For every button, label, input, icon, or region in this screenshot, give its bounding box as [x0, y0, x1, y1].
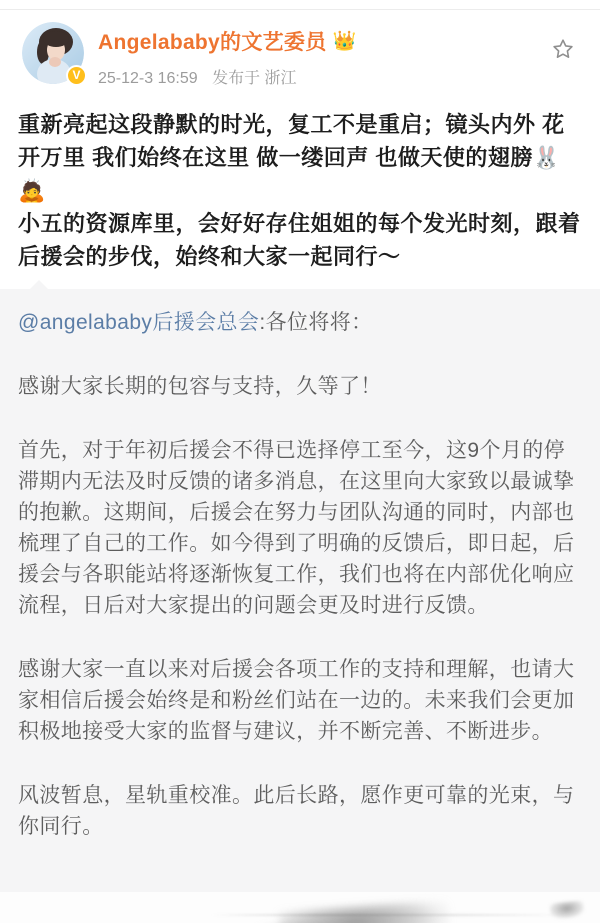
post-header [0, 10, 600, 94]
ink-smudge [549, 900, 584, 919]
post-paragraph: 重新亮起这段静默的时光，复工不是重启；镜头内外 花开万里 我们始终在这里 做一缕回声 也做天使的翅膀🐰🙇 [18, 112, 565, 203]
crown-icon: 👑 [332, 30, 357, 52]
quote-paragraph: 风波暂息，星轨重校准。此后长路，愿作更可靠的光束，与你同行。 [18, 784, 575, 838]
quoted-image-preview[interactable] [0, 892, 600, 923]
top-divider [0, 0, 600, 10]
quote-notch [30, 280, 48, 289]
ink-smudge [279, 900, 452, 923]
author-block [98, 22, 582, 88]
verified-badge-icon: V [66, 65, 87, 86]
quoted-post [0, 289, 600, 923]
star-icon [551, 37, 575, 61]
favorite-button[interactable] [546, 32, 580, 66]
mention-suffix: :各位将将： [259, 311, 373, 334]
post-text [0, 108, 600, 273]
quote-paragraph: 感谢大家长期的包容与支持，久等了！ [18, 375, 382, 398]
avatar[interactable] [22, 22, 84, 84]
publish-location: 发布于 浙江 [212, 70, 297, 87]
post-timestamp [98, 65, 582, 88]
author-name[interactable]: Angelababy的文艺委员 [98, 31, 327, 54]
quote-paragraph: 首先，对于年初后援会不得已选择停工至今，这9个月的停滞期内无法及时反馈的诸多消息，在这里向大家致以最诚挚的抱歉。这期间，后援会在努力与团队沟通的同时，内部也梳理了自己的工作。如今得到了明确的反馈后，即日起，后援会与各职能站将逐渐恢复工作，我们也将在内部优化响应流程，日后对大家提出的问题会更及时进行反馈。 [18, 439, 575, 617]
mention-link[interactable]: @angelababy后援会总会 [18, 311, 260, 334]
quote-header-line [18, 307, 582, 338]
quote-paragraph: 感谢大家一直以来对后援会各项工作的支持和理解，也请大家相信后援会始终是和粉丝们站在一边的。未来我们会更加积极地接受大家的监督与建议，并不断完善、不断进步。 [18, 658, 575, 743]
post-paragraph: 小五的资源库里，会好好存住姐姐的每个发光时刻，跟着后援会的步伐，始终和大家一起同行～ [18, 211, 581, 269]
timestamp-text: 25-12-3 16:59 [98, 70, 198, 87]
